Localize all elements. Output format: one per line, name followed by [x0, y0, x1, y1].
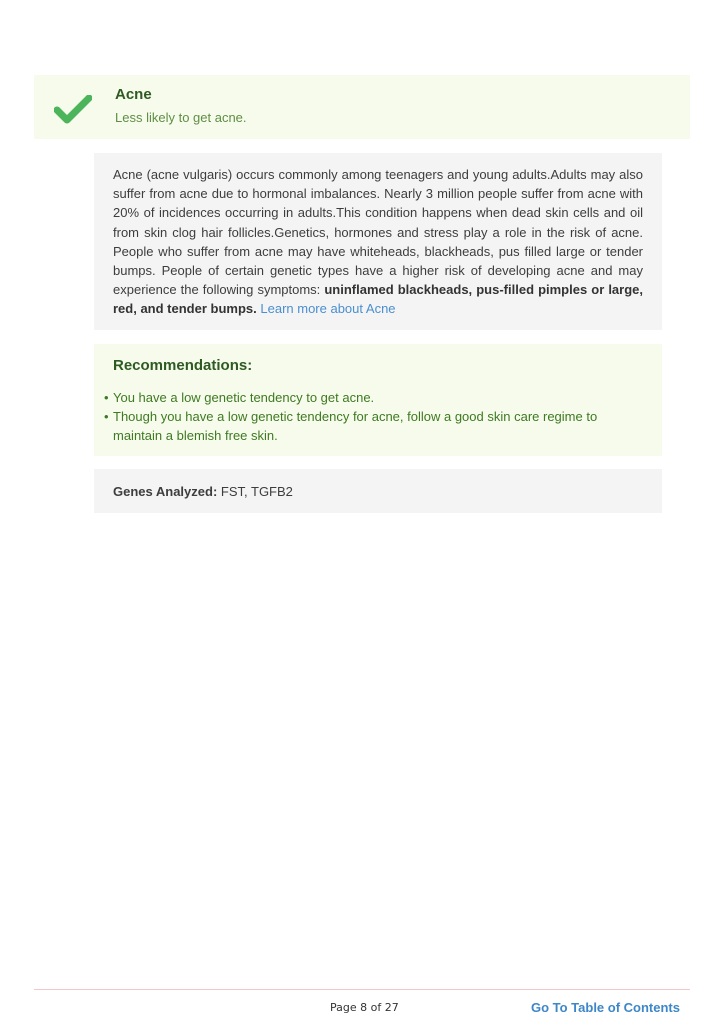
- result-header: [34, 75, 690, 139]
- learn-more-link[interactable]: Learn more about Acne: [260, 301, 396, 317]
- symptoms-text: uninflamed blackheads, pus-filled pimples or large, red, and tender bumps.: [113, 282, 643, 317]
- check-icon: [54, 95, 92, 125]
- recommendations-card: [94, 344, 662, 456]
- page-number: Page 8 of 27: [330, 1001, 399, 1014]
- genes-card: [94, 469, 662, 513]
- trait-result: Less likely to get acne.: [115, 110, 247, 125]
- trait-title: Acne: [115, 86, 152, 103]
- genes-value: FST, TGFB2: [220, 484, 293, 499]
- list-item: • Though you have a low genetic tendency for acne, follow a good skin care regime to maintain a blemish free skin.: [104, 407, 649, 445]
- recommendations-title: Recommendations:: [113, 357, 253, 374]
- genes-label: Genes Analyzed:: [113, 484, 218, 499]
- genes-analyzed: [113, 484, 293, 499]
- toc-link[interactable]: Go To Table of Contents: [530, 1000, 680, 1015]
- footer-divider: [34, 989, 690, 990]
- description-body: Acne (acne vulgaris) occurs commonly among teenagers and young adults.Adults may also suffer from acne due to hormonal imbalances. Nearly 3 million people suffer from acne with 20% of incidences occurring in adults.This condition happens when dead skin cells and oil from skin clog hair follicles.Genetics, hormones and stress play a role in the risk of acne. People who suffer from acne may have whiteheads, blackheads, pus filled large or tender bumps. People of certain genetic types have a higher risk of developing acne and may experience the following symptoms:: [113, 167, 643, 298]
- description-card: [94, 153, 662, 330]
- description-text: [113, 165, 643, 319]
- recommendations-list: [104, 388, 649, 445]
- list-item: • You have a low genetic tendency to get acne.: [104, 388, 649, 407]
